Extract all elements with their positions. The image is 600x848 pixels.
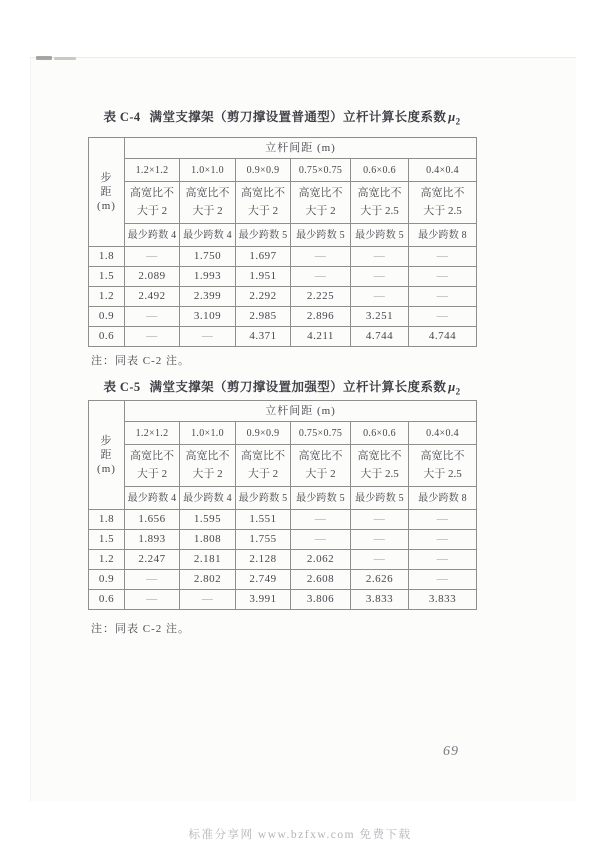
table-cell: — bbox=[409, 510, 477, 530]
table-cell: 1.951 bbox=[236, 267, 291, 287]
table-cell: — bbox=[125, 327, 180, 347]
mu-symbol: μ bbox=[448, 380, 456, 394]
mu-subscript: 2 bbox=[455, 386, 461, 397]
watermark-text: 标准分享网 www.bzfxw.com 免费下载 bbox=[188, 829, 412, 841]
column-header-size: 0.4×0.4 bbox=[409, 159, 477, 182]
table-cell: 2.896 bbox=[291, 307, 351, 327]
ratio-line: 大于 2 bbox=[192, 467, 223, 480]
column-header-ratio bbox=[236, 182, 291, 224]
table-c4-label: 表 C-4 bbox=[103, 110, 141, 124]
column-header-ratio bbox=[236, 445, 291, 487]
table-c5-title bbox=[88, 377, 476, 397]
table-cell: — bbox=[409, 287, 477, 307]
ratio-line: 大于 2 bbox=[192, 204, 223, 217]
corner-header-step-distance bbox=[89, 401, 125, 510]
table-cell: — bbox=[291, 530, 351, 550]
column-header-min-span: 最少跨数 5 bbox=[236, 224, 291, 247]
ratio-line: 高宽比不 bbox=[130, 186, 174, 199]
ratio-line: 高宽比不 bbox=[357, 449, 402, 462]
ratio-line: 高宽比不 bbox=[420, 449, 465, 462]
corner-line: (m) bbox=[97, 463, 116, 476]
column-header-min-span: 最少跨数 4 bbox=[180, 224, 236, 247]
column-header-size: 1.0×1.0 bbox=[180, 422, 236, 445]
ratio-line: 大于 2 bbox=[136, 467, 168, 480]
table-cell: — bbox=[351, 287, 409, 307]
table-row bbox=[89, 530, 477, 550]
ratio-line: 高宽比不 bbox=[241, 449, 285, 462]
table-row bbox=[89, 590, 477, 610]
table-cell: — bbox=[351, 550, 409, 570]
column-header-ratio bbox=[351, 445, 409, 487]
column-header-size: 0.6×0.6 bbox=[351, 422, 409, 445]
table-cell: — bbox=[291, 510, 351, 530]
table-c4-note: 注：同表 C-2 注。 bbox=[91, 355, 190, 367]
column-header-min-span: 最少跨数 8 bbox=[409, 487, 477, 510]
table-row bbox=[89, 224, 477, 247]
ratio-line: 大于 2.5 bbox=[360, 467, 399, 480]
table-cell: 3.251 bbox=[351, 307, 409, 327]
table-cell: — bbox=[180, 590, 236, 610]
table-cell: 2.802 bbox=[180, 570, 236, 590]
column-header-ratio bbox=[409, 445, 477, 487]
table-cell: 1.755 bbox=[236, 530, 291, 550]
table-cell: 2.749 bbox=[236, 570, 291, 590]
column-header-min-span: 最少跨数 5 bbox=[291, 487, 351, 510]
table-cell: 2.062 bbox=[291, 550, 351, 570]
table-cell: — bbox=[409, 267, 477, 287]
column-header-size: 0.4×0.4 bbox=[409, 422, 477, 445]
table-cell: 4.744 bbox=[351, 327, 409, 347]
ratio-line: 大于 2.5 bbox=[423, 204, 462, 217]
ratio-line: 高宽比不 bbox=[241, 186, 285, 199]
table-cell: 3.991 bbox=[236, 590, 291, 610]
table-cell: 1.993 bbox=[180, 267, 236, 287]
table-cell: 3.833 bbox=[409, 590, 477, 610]
mu-symbol: μ bbox=[448, 110, 456, 124]
ratio-line: 高宽比不 bbox=[298, 186, 343, 199]
column-header-ratio bbox=[180, 182, 236, 224]
table-row bbox=[89, 487, 477, 510]
table-row bbox=[89, 307, 477, 327]
table-cell: — bbox=[125, 570, 180, 590]
table-cell: 2.399 bbox=[180, 287, 236, 307]
ratio-line: 高宽比不 bbox=[185, 186, 230, 199]
column-header-ratio bbox=[351, 182, 409, 224]
table-cell: — bbox=[409, 307, 477, 327]
table-row bbox=[89, 159, 477, 182]
row-label: 1.8 bbox=[89, 247, 125, 267]
table-cell: 2.225 bbox=[291, 287, 351, 307]
column-header-size: 0.75×0.75 bbox=[291, 159, 351, 182]
corner-line: 距 bbox=[100, 185, 113, 198]
ratio-line: 大于 2.5 bbox=[423, 467, 462, 480]
scan-artifact-mark bbox=[36, 56, 52, 60]
column-header-ratio bbox=[125, 445, 180, 487]
table-cell: 1.551 bbox=[236, 510, 291, 530]
table-cell: — bbox=[409, 247, 477, 267]
column-header-ratio bbox=[291, 445, 351, 487]
table-cell: — bbox=[291, 267, 351, 287]
ratio-line: 高宽比不 bbox=[298, 449, 343, 462]
ratio-line: 高宽比不 bbox=[420, 186, 465, 199]
corner-line: 距 bbox=[100, 448, 113, 461]
row-label: 1.8 bbox=[89, 510, 125, 530]
table-row bbox=[89, 422, 477, 445]
ratio-line: 高宽比不 bbox=[130, 449, 174, 462]
table-c5 bbox=[88, 400, 477, 610]
table-cell: 1.697 bbox=[236, 247, 291, 267]
table-cell: — bbox=[125, 307, 180, 327]
table-cell: — bbox=[409, 530, 477, 550]
column-header-min-span: 最少跨数 4 bbox=[180, 487, 236, 510]
table-row bbox=[89, 287, 477, 307]
table-row bbox=[89, 247, 477, 267]
column-header-min-span: 最少跨数 5 bbox=[291, 224, 351, 247]
table-cell: 2.608 bbox=[291, 570, 351, 590]
column-header-size: 1.2×1.2 bbox=[125, 422, 180, 445]
table-cell: 1.750 bbox=[180, 247, 236, 267]
column-header-min-span: 最少跨数 5 bbox=[351, 224, 409, 247]
table-cell: — bbox=[409, 570, 477, 590]
column-header-min-span: 最少跨数 4 bbox=[125, 224, 180, 247]
table-cell: 3.806 bbox=[291, 590, 351, 610]
table-cell: — bbox=[351, 247, 409, 267]
corner-line: 步 bbox=[100, 171, 113, 184]
corner-header-step-distance bbox=[89, 138, 125, 247]
table-cell: — bbox=[291, 247, 351, 267]
column-header-min-span: 最少跨数 5 bbox=[236, 487, 291, 510]
table-c5-note: 注：同表 C-2 注。 bbox=[91, 623, 190, 635]
table-cell: 3.833 bbox=[351, 590, 409, 610]
column-header-min-span: 最少跨数 8 bbox=[409, 224, 477, 247]
ratio-line: 大于 2 bbox=[136, 204, 168, 217]
column-header-size: 0.9×0.9 bbox=[236, 159, 291, 182]
table-cell: 4.744 bbox=[409, 327, 477, 347]
table-cell: 4.371 bbox=[236, 327, 291, 347]
ratio-line: 大于 2 bbox=[247, 204, 279, 217]
table-row bbox=[89, 570, 477, 590]
ratio-line: 大于 2 bbox=[247, 467, 279, 480]
table-cell: 2.492 bbox=[125, 287, 180, 307]
table-row bbox=[89, 445, 477, 487]
table-cell: — bbox=[409, 550, 477, 570]
row-label: 0.9 bbox=[89, 570, 125, 590]
table-cell: — bbox=[351, 267, 409, 287]
table-c4-title-text: 满堂支撑架（剪刀撑设置普通型）立杆计算长度系数 bbox=[149, 110, 447, 124]
ratio-line: 大于 2 bbox=[305, 204, 336, 217]
row-label: 1.2 bbox=[89, 287, 125, 307]
table-cell: 2.985 bbox=[236, 307, 291, 327]
column-header-ratio bbox=[409, 182, 477, 224]
table-row bbox=[89, 510, 477, 530]
table-cell: 3.109 bbox=[180, 307, 236, 327]
column-header-size: 0.75×0.75 bbox=[291, 422, 351, 445]
table-cell: — bbox=[351, 530, 409, 550]
column-header-ratio bbox=[291, 182, 351, 224]
table-cell: 2.128 bbox=[236, 550, 291, 570]
span-header-pole-spacing: 立杆间距 (m) bbox=[125, 138, 477, 159]
ratio-line: 高宽比不 bbox=[357, 186, 402, 199]
column-header-size: 0.9×0.9 bbox=[236, 422, 291, 445]
table-cell: 2.089 bbox=[125, 267, 180, 287]
table-cell: — bbox=[180, 327, 236, 347]
scan-artifact-mark bbox=[54, 57, 76, 60]
column-header-min-span: 最少跨数 4 bbox=[125, 487, 180, 510]
table-c5-label: 表 C-5 bbox=[103, 380, 141, 394]
table-cell: 1.808 bbox=[180, 530, 236, 550]
column-header-size: 1.2×1.2 bbox=[125, 159, 180, 182]
page-number: 69 bbox=[443, 744, 459, 759]
table-cell: 1.656 bbox=[125, 510, 180, 530]
table-cell: 2.626 bbox=[351, 570, 409, 590]
table-cell: 2.292 bbox=[236, 287, 291, 307]
table-row bbox=[89, 550, 477, 570]
table-row bbox=[89, 267, 477, 287]
ratio-line: 大于 2.5 bbox=[360, 204, 399, 217]
corner-line: (m) bbox=[97, 200, 116, 213]
mu-subscript: 2 bbox=[455, 116, 461, 127]
table-row bbox=[89, 182, 477, 224]
span-header-pole-spacing: 立杆间距 (m) bbox=[125, 401, 477, 422]
table-cell: 1.595 bbox=[180, 510, 236, 530]
table-cell: 2.247 bbox=[125, 550, 180, 570]
row-label: 0.6 bbox=[89, 327, 125, 347]
column-header-size: 1.0×1.0 bbox=[180, 159, 236, 182]
table-cell: 1.893 bbox=[125, 530, 180, 550]
column-header-ratio bbox=[125, 182, 180, 224]
table-c4 bbox=[88, 137, 477, 347]
table-cell: — bbox=[125, 247, 180, 267]
ratio-line: 大于 2 bbox=[305, 467, 336, 480]
row-label: 0.6 bbox=[89, 590, 125, 610]
row-label: 1.2 bbox=[89, 550, 125, 570]
table-cell: — bbox=[125, 590, 180, 610]
table-c5-title-text: 满堂支撑架（剪刀撑设置加强型）立杆计算长度系数 bbox=[149, 380, 447, 394]
row-label: 1.5 bbox=[89, 267, 125, 287]
table-c4-title bbox=[88, 107, 476, 127]
row-label: 0.9 bbox=[89, 307, 125, 327]
ratio-line: 高宽比不 bbox=[185, 449, 230, 462]
table-row bbox=[89, 401, 477, 422]
table-row bbox=[89, 327, 477, 347]
column-header-ratio bbox=[180, 445, 236, 487]
row-label: 1.5 bbox=[89, 530, 125, 550]
table-row bbox=[89, 138, 477, 159]
corner-line: 步 bbox=[100, 434, 113, 447]
column-header-min-span: 最少跨数 5 bbox=[351, 487, 409, 510]
table-cell: 2.181 bbox=[180, 550, 236, 570]
table-cell: 4.211 bbox=[291, 327, 351, 347]
column-header-size: 0.6×0.6 bbox=[351, 159, 409, 182]
table-cell: — bbox=[351, 510, 409, 530]
